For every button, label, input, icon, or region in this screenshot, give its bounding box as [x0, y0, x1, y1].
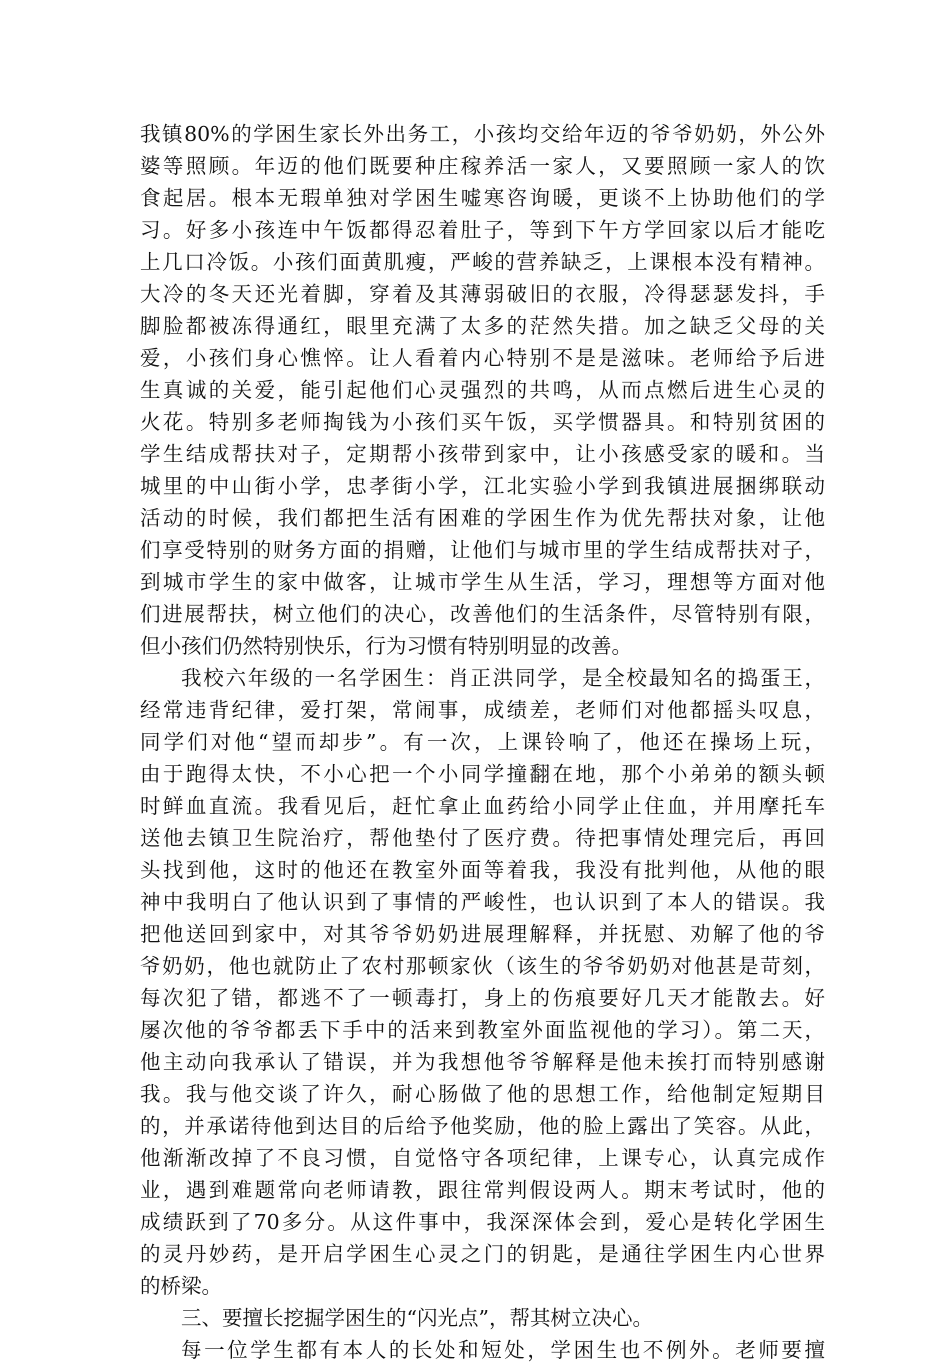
text-line: 送他去镇卫生院治疗，帮他垫付了医疗费。待把事情处理完后，再回 [140, 826, 825, 850]
text-line: 的灵丹妙药，是开启学困生心灵之门的钥匙，是通往学困生内心世界 [140, 1242, 825, 1266]
text-line: 食起居。根本无瑕单独对学困生嘘寒咨询暖，更谈不上协助他们的学 [140, 186, 825, 210]
text-line: 但小孩们仍然特别快乐，行为习惯有特别明显的改善。 [140, 634, 632, 658]
document-body [140, 118, 825, 1366]
text-line: 婆等照顾。年迈的他们既要种庄稼养活一家人，又要照顾一家人的饮 [140, 154, 825, 178]
text-line: 时鲜血直流。我看见后，赶忙拿止血药给小同学止住血，并用摩托车 [140, 794, 825, 818]
paragraph-first-line: 三、要擅长挖掘学困生的“闪光点”，帮其树立决心。 [181, 1306, 653, 1330]
text-line: 的桥梁。 [140, 1274, 222, 1298]
text-line: 每次犯了错，都逃不了一顿毒打，身上的伤痕要好几天才能散去。好 [140, 986, 825, 1010]
text-line: 到城市学生的家中做客，让城市学生从生活，学习，理想等方面对他 [140, 570, 825, 594]
text-line: 们进展帮扶，树立他们的决心，改善他们的生活条件，尽管特别有限， [140, 602, 825, 626]
text-line: 由于跑得太快，不小心把一个小同学撞翻在地，那个小弟弟的额头顿 [140, 762, 825, 786]
text-line: 头找到他，这时的他还在教室外面等着我，我没有批判他，从他的眼 [140, 858, 825, 882]
text-line: 脚脸都被冻得通红，眼里充满了太多的茫然失措。加之缺乏父母的关 [140, 314, 825, 338]
text-line: 我镇80%的学困生家长外出务工，小孩均交给年迈的爷爷奶奶，外公外 [140, 122, 825, 146]
text-line: 生真诚的关爱，能引起他们心灵强烈的共鸣，从而点燃后进生心灵的 [140, 378, 825, 402]
text-line: 爷奶奶，他也就防止了农村那顿家伙（该生的爷爷奶奶对他甚是苛刻， [140, 954, 825, 978]
text-line: 神中我明白了他认识到了事情的严峻性，也认识到了本人的错误。我 [140, 890, 825, 914]
text-line: 活动的时候，我们都把生活有困难的学困生作为优先帮扶对象，让他 [140, 506, 825, 530]
text-line: 上几口冷饭。小孩们面黄肌瘦，严峻的营养缺乏，上课根本没有精神。 [140, 250, 825, 274]
paragraph-first-line: 我校六年级的一名学困生：肖正洪同学，是全校最知名的捣蛋王， [181, 666, 825, 690]
text-line: 他主动向我承认了错误，并为我想他爷爷解释是他未挨打而特别感谢 [140, 1050, 825, 1074]
text-line: 城里的中山街小学，忠孝街小学，江北实验小学到我镇进展捆绑联动 [140, 474, 825, 498]
text-line: 学生结成帮扶对子，定期帮小孩带到家中，让小孩感受家的暖和。当 [140, 442, 825, 466]
text-line: 们享受特别的财务方面的捐赠，让他们与城市里的学生结成帮扶对子， [140, 538, 825, 562]
text-line: 我。我与他交谈了许久，耐心肠做了他的思想工作，给他制定短期目 [140, 1082, 825, 1106]
text-line: 成绩跃到了70多分。从这件事中，我深深体会到，爱心是转化学困生 [140, 1210, 825, 1234]
text-line: 大冷的冬天还光着脚，穿着及其薄弱破旧的衣服，冷得瑟瑟发抖，手 [140, 282, 825, 306]
text-line: 同学们对他“望而却步”。有一次，上课铃响了，他还在操场上玩， [140, 730, 825, 754]
text-line: 屡次他的爷爷都丢下手中的活来到教室外面监视他的学习）。第二天， [140, 1018, 825, 1042]
text-line: 把他送回到家中，对其爷爷奶奶进展理解释，并抚慰、劝解了他的爷 [140, 922, 825, 946]
text-line: 爱，小孩们身心憔悴。让人看着内心特别不是是滋味。老师给予后进 [140, 346, 825, 370]
text-line: 习。好多小孩连中午饭都得忍着肚子，等到下午方学回家以后才能吃 [140, 218, 825, 242]
text-line: 的，并承诺待他到达目的后给予他奖励，他的脸上露出了笑容。从此， [140, 1114, 825, 1138]
text-line: 经常违背纪律，爱打架，常闹事，成绩差，老师们对他都摇头叹息， [140, 698, 825, 722]
text-line: 他渐渐改掉了不良习惯，自觉恪守各项纪律，上课专心，认真完成作 [140, 1146, 825, 1170]
text-line: 火花。特别多老师掏钱为小孩们买午饭，买学惯器具。和特别贫困的 [140, 410, 825, 434]
paragraph-first-line: 每一位学生都有本人的长处和短处，学困生也不例外。老师要擅 [181, 1338, 825, 1362]
text-line: 业，遇到难题常向老师请教，跟往常判假设两人。期末考试时，他的 [140, 1178, 825, 1202]
